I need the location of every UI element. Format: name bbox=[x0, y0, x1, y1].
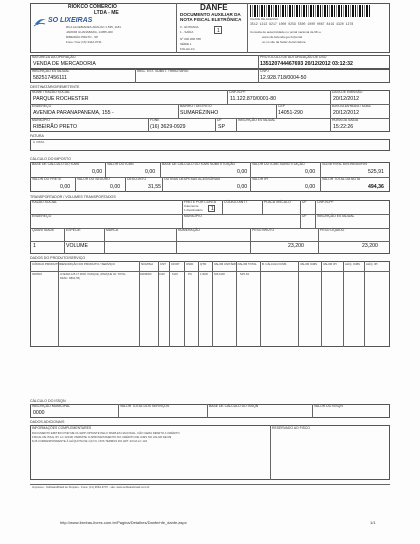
row-cst: 0102 bbox=[159, 273, 165, 276]
recipient-district-label: BAIRRO / DISTRITO bbox=[180, 104, 212, 108]
access-key-label: CHAVE DE ACESSO bbox=[250, 17, 279, 21]
base-icms: 0,00 bbox=[92, 169, 103, 175]
additional-info-line2: FISCAL DE ISS E IPI. LC 123/06. PERMITE O APROVEITAMENTO DO CRÉDITO DE ICMS NO VALOR DE R$ bbox=[32, 435, 172, 439]
row-description: LIXEIRA 125 LT MOD. PARQUE, (PARQUE 02, TOTAL bbox=[60, 273, 126, 276]
recipient-uf: SP bbox=[218, 124, 225, 130]
issuer-top: RIOKCO COMERCIO bbox=[68, 4, 117, 10]
recipient-ie-label: INSCRIÇÃO ESTADUAL bbox=[238, 118, 276, 122]
col-ncm: NCM/SH bbox=[141, 262, 153, 266]
invoice-number: Nº 000.008.788 bbox=[180, 37, 201, 41]
col-aliq-icms: ALÍQ. ICMS bbox=[345, 262, 360, 266]
additional-info-label: INFORMAÇÕES COMPLEMENTARES bbox=[32, 426, 92, 430]
ie-value: 582517456111 bbox=[33, 75, 67, 81]
additional-info-line1: DOCUMENTO EMITIDO POR ME OU EPP OPTANTE PELO SIMPLES NACIONAL, NÃO GERA DIREITO A CRÉDITO bbox=[32, 431, 180, 435]
brand-label: MARCA bbox=[106, 228, 119, 232]
carrier-uf-label: UF bbox=[302, 200, 307, 204]
issqn-value-label: VALOR DO ISSQN bbox=[314, 404, 343, 408]
qty-value: 1 bbox=[33, 243, 36, 249]
col-cst: CST bbox=[160, 262, 166, 266]
ie-sub-label: INSC. EST. SUBST. TRIBUTÁRIO bbox=[137, 69, 189, 73]
page-url[interactable]: http://www.lixeiras-livres.com.br/Pagina/Detalhes/Danfe/nfe_danfe.aspx bbox=[60, 520, 187, 525]
danfe-title: DANFE bbox=[200, 3, 228, 12]
carrier-cnpj-label: CNPJ/CPF bbox=[317, 200, 334, 204]
ie-row bbox=[30, 69, 390, 83]
col-base-icms: B. CÁLCULO ICMS bbox=[262, 262, 287, 266]
exit-time-label: HORA DA SAÍDA bbox=[332, 118, 359, 122]
discount-label: DESCONTO bbox=[127, 177, 147, 181]
recipient-address-label: ENDEREÇO bbox=[32, 104, 52, 108]
col-qty: QTD bbox=[200, 262, 207, 266]
invoice-text: À VISTA bbox=[33, 140, 45, 144]
base-st-label: BASE DE CÁLCULO DO ICMS SUBSTITUIÇÃO bbox=[162, 162, 236, 166]
products-total: 525,91 bbox=[368, 169, 384, 175]
exit-option: 1 - SAÍDA bbox=[180, 30, 194, 34]
consult-text1: Consulta de autenticidade no portal nacional da NF-e bbox=[250, 30, 321, 34]
col-icms: VALOR ICMS bbox=[300, 262, 318, 266]
danfe-sub1: DOCUMENTO AUXILIAR DA bbox=[180, 12, 241, 17]
other-expenses: 0,00 bbox=[237, 184, 248, 190]
services-total-label: VALOR TOTAL DOS SERVIÇOS bbox=[120, 404, 170, 408]
cnpj-value: 12.928.718/0004-50 bbox=[260, 75, 307, 81]
consult-text3: ou no site da Sefaz Autorizadora bbox=[262, 40, 306, 44]
species-value: VOLUME bbox=[66, 243, 88, 249]
invoice-series: SÉRIE 1 bbox=[180, 42, 192, 46]
qty-label: QUANTIDADE bbox=[32, 228, 55, 232]
access-barcode bbox=[250, 5, 370, 17]
other-expenses-label: OUTRAS DESPESAS ACESSÓRIAS bbox=[164, 177, 221, 181]
row-unit-price: 525,9100 bbox=[214, 273, 225, 276]
col-total: VALOR TOTAL bbox=[238, 262, 257, 266]
emission-date: 20/12/2012 bbox=[333, 96, 359, 102]
gross-weight: 23,200 bbox=[288, 243, 304, 249]
row-code: 300502 bbox=[32, 272, 43, 276]
row-cfop: 5102 bbox=[172, 273, 178, 276]
plate-label: PLACA VEÍCULO bbox=[264, 200, 291, 204]
additional-section: DADOS ADICIONAIS bbox=[30, 420, 65, 424]
exit-date-label: DATA DA ENTRADA / SAÍDA bbox=[332, 104, 371, 108]
row-description-2: DESC: R$31,55) bbox=[60, 277, 81, 280]
icms-label: VALOR DO ICMS bbox=[107, 162, 134, 166]
reserved-fisco-label: RESERVADO AO FISCO bbox=[272, 426, 310, 430]
consult-text2: www.nfe.fazenda.gov.br/portal bbox=[262, 35, 303, 39]
freight-option-issuer: 0-Emitente bbox=[184, 204, 199, 208]
row-ncm: 94036000 bbox=[140, 273, 152, 276]
icms-st-label: VALOR DO ICMS SUBSTITUIÇÃO bbox=[252, 162, 305, 166]
page-counter: 1/1 bbox=[370, 520, 376, 525]
antt-label: CÓDIGO ANTT bbox=[224, 200, 248, 204]
issuer-phone: Fone / Fax (16) 3442-0731 bbox=[66, 40, 102, 44]
carrier-uf2-label: UF bbox=[302, 214, 307, 218]
operation-type-box: 1 bbox=[214, 26, 222, 34]
recipient-name: PARQUE ROCHESTER bbox=[33, 96, 89, 102]
transport-section: TRANSPORTADOR / VOLUMES TRANSPORTADOS bbox=[30, 195, 116, 199]
row-qty: 1,0000 bbox=[200, 273, 208, 276]
col-ipi: VALOR IPI bbox=[323, 262, 337, 266]
recipient-section: DESTINATÁRIO/REMETENTE bbox=[30, 85, 80, 89]
insurance-label: VALOR DO SEGURO bbox=[77, 177, 110, 181]
recipient-district: SUMARÉZINHO bbox=[180, 110, 219, 116]
icms-st: 0,00 bbox=[305, 169, 316, 175]
freight-value-label: VALOR DO FRETE bbox=[32, 177, 62, 181]
logo-text: SO LIXEIRAS bbox=[48, 17, 93, 24]
recipient-phone: (16) 3629-0929 bbox=[150, 124, 186, 130]
ipi-value: 0,00 bbox=[305, 184, 316, 190]
protocol-value: 135120744467693 20/12/2012 03:12:32 bbox=[260, 61, 353, 67]
recipient-name-label: NOME / RAZÃO SOCIAL bbox=[32, 90, 71, 94]
recipient-city: RIBEIRÃO PRETO bbox=[33, 124, 78, 130]
row-unit: PC bbox=[188, 272, 193, 276]
invoice-page: FOLHA 1/1 bbox=[180, 47, 195, 51]
col-description: DESCRIÇÃO DO PRODUTO / SERVIÇO bbox=[60, 262, 115, 266]
discount-value: 31,55 bbox=[148, 184, 161, 190]
additional-info-line3: 8,26 CORRESPONDENTE À ALÍQUOTA DE 1,64 %, NOS TERMOS DO ART. 23 DA LC 123 bbox=[32, 439, 148, 443]
danfe-sub2: NOTA FISCAL ELETRÔNICA bbox=[180, 17, 242, 22]
recipient-cep-label: CEP bbox=[278, 104, 285, 108]
ie-label: INSCRIÇÃO ESTADUAL bbox=[32, 69, 70, 73]
carrier-address-label: ENDEREÇO bbox=[32, 214, 52, 218]
cnpj-label: CNPJ bbox=[260, 69, 269, 73]
gross-weight-label: PESO BRUTO bbox=[252, 228, 275, 232]
carrier-city-label: MUNICÍPIO bbox=[184, 214, 202, 218]
municipal-reg: 0000 bbox=[33, 410, 45, 416]
exit-time: 15:22:26 bbox=[333, 124, 354, 130]
nature-label: NATUREZA DA OPERAÇÃO bbox=[32, 55, 76, 59]
issuer-address3: RIBEIRÃO PRETO - SP bbox=[66, 35, 99, 39]
emission-label: DATA DE EMISSÃO bbox=[332, 90, 363, 94]
invoice-block bbox=[30, 139, 390, 151]
net-weight: 23,200 bbox=[362, 243, 378, 249]
issqn-base-label: BASE DE CÁLCULO DO ISSQN bbox=[209, 404, 259, 408]
exit-date: 20/12/2012 bbox=[333, 110, 359, 116]
issqn-section: CÁLCULO DO ISSQN bbox=[30, 399, 66, 403]
tax-section: CÁLCULO DO IMPOSTO bbox=[30, 157, 71, 161]
col-cfop: CFOP bbox=[171, 262, 180, 266]
software-footer: Impresso - SoftwareBrasil do Simples - Fone: (11) 3664-3737 - site: www.softwarebrasil.com.br bbox=[32, 485, 150, 489]
net-weight-label: PESO LÍQUIDO bbox=[320, 228, 345, 232]
col-code: CÓDIGO PRODUTO bbox=[32, 262, 60, 266]
col-unit-price: VALOR UNITÁRIO bbox=[214, 262, 238, 266]
recipient-doc-label: CNPJ/CPF bbox=[229, 90, 246, 94]
species-label: ESPÉCIE bbox=[66, 228, 81, 232]
freight-option-recipient: 1-Destinatário bbox=[184, 208, 203, 212]
invoice-total-label: VALOR TOTAL DA NOTA bbox=[322, 177, 361, 181]
carrier-name-label: RAZÃO SOCIAL bbox=[32, 200, 58, 204]
issuer-address2: JARDIM GUANABARA, 14055-400 bbox=[66, 30, 113, 34]
recipient-phone-label: FONE bbox=[150, 118, 160, 122]
freight-by-label: FRETE POR CONTA bbox=[184, 200, 216, 204]
invoice-section: FATURA bbox=[30, 134, 44, 138]
recipient-uf-label: UF bbox=[217, 118, 222, 122]
recipient-cep: 14051-290 bbox=[278, 110, 303, 116]
nature-value: VENDA DE MERCADORIA bbox=[33, 61, 96, 67]
col-aliq-ipi: ALÍQ. IPI bbox=[366, 262, 378, 266]
products-total-label: VALOR TOTAL DOS PRODUTOS bbox=[322, 162, 368, 166]
base-st: 0,00 bbox=[237, 169, 248, 175]
recipient-city-label: MUNICÍPIO bbox=[32, 118, 50, 122]
products-section: DADOS DO PRODUTO/SERVIÇO bbox=[30, 256, 86, 260]
base-icms-label: BASE DE CÁLCULO DO ICMS bbox=[32, 162, 80, 166]
recipient-doc: 11.122.870/0001-80 bbox=[230, 96, 277, 102]
ipi-label: VALOR IPI bbox=[252, 177, 269, 181]
freight-by-box: 1 bbox=[208, 205, 215, 212]
invoice-total: 494,36 bbox=[368, 184, 384, 190]
recipient-address: AVENIDA PARANAPANEMA, 155 - bbox=[33, 110, 114, 116]
issuer-ltda: LTDA - ME bbox=[94, 10, 119, 16]
freight-value: 0,00 bbox=[60, 184, 71, 190]
access-key: 3512 1213 8217 1000 0259 5500 1000 0087 8419 4320 1278 bbox=[250, 22, 354, 26]
carrier-ie-label: INSCRIÇÃO ESTADUAL bbox=[317, 214, 355, 218]
icms-value: 0,00 bbox=[145, 169, 156, 175]
numbering-label: NUMERAÇÃO bbox=[178, 228, 201, 232]
logo-swirl-icon bbox=[33, 16, 47, 28]
insurance-value: 0,00 bbox=[110, 184, 121, 190]
municipal-reg-label: INSCRIÇÃO MUNICIPAL bbox=[32, 404, 70, 408]
entry-option: 0 - ENTRADA bbox=[180, 25, 199, 29]
protocol-label: PROTOCOLO DE AUTORIZAÇÃO DE USO bbox=[260, 55, 327, 59]
row-total: 525,91 bbox=[240, 272, 250, 276]
col-unit: UNID bbox=[186, 262, 194, 266]
issuer-address1: RUA ALCEBIADES ARAÚJO 1.535, 1181 bbox=[66, 25, 121, 29]
